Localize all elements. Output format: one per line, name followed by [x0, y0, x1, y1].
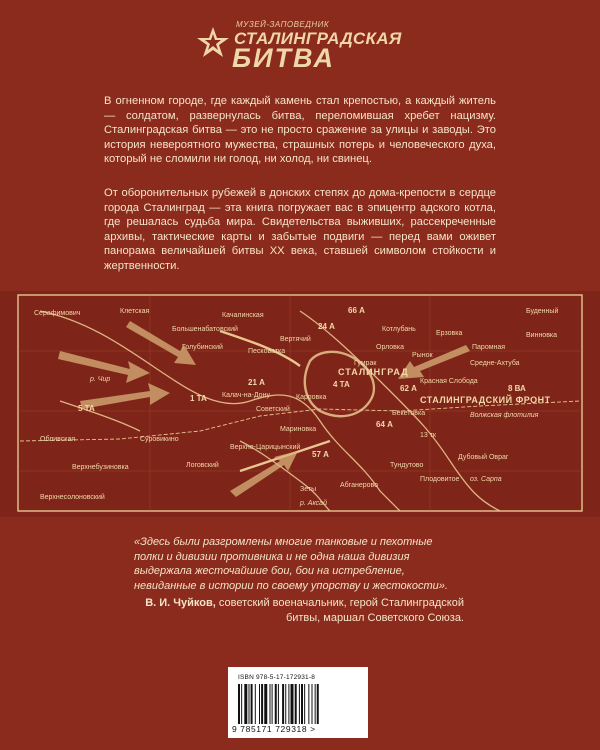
map-label: Гумрак	[354, 360, 377, 367]
map-label: Советский	[256, 406, 290, 413]
map-label: Буденный	[526, 308, 559, 315]
barcode-number: 9 785171 729318 >	[232, 724, 316, 734]
logo-title-main: БИТВА	[232, 43, 335, 73]
map-label: Карповка	[296, 394, 327, 401]
barcode-bars-icon	[238, 684, 360, 724]
battle-map	[0, 291, 600, 517]
map-label: Волжская флотилия	[470, 412, 539, 419]
description-paragraph-1: В огненном городе, где каждый камень стал крепостью, а каждый житель — солдатом, развернулась битва, переломившая хребет нацизму. Сталинградская битва — это не просто сражение за улицы и заводы. Это история невероятного мужества, страшных потерь и человеческого духа, который не сломили ни голод, ни холод, ни свинец.	[104, 95, 496, 166]
map-label: Мариновка	[280, 426, 317, 433]
map-label: Калач-на-Дону	[222, 392, 270, 399]
map-label: Клетская	[120, 308, 150, 315]
map-label: Логовский	[186, 462, 219, 469]
map-label: Ерзовка	[436, 330, 463, 337]
map-label: 5 ТА	[78, 404, 95, 413]
map-label-front: СТАЛИНГРАДСКИЙ ФРОНТ	[420, 395, 551, 405]
map-label: Вертячий	[280, 336, 311, 343]
map-label: 1 ТА	[190, 394, 207, 403]
description-paragraph-2: От оборонительных рубежей в донских степях до дома-крепости в сердце города Сталинград — эта книга погружает вас в эпицентр адского котла, где решалась судьба мира. Свидетельства выживших, рассекреченные архивы, тактические карты и забытые подвиги — перед вами оживет панорама величайшей битвы XX века, ставшей символом стойкости и жертвенности.	[104, 187, 496, 272]
quote-attribution	[134, 596, 464, 625]
map-label: Серафимович	[34, 310, 81, 317]
museum-logo	[196, 14, 402, 74]
map-label: Плодовитое	[420, 476, 460, 483]
quote-author: В. И. Чуйков,	[145, 597, 216, 609]
map-label: Обливская	[40, 436, 76, 443]
map-label: 24 А	[318, 322, 335, 331]
map-label: 4 ТА	[333, 380, 350, 389]
map-label: Качалинская	[222, 312, 264, 319]
map-label: Паромная	[472, 344, 506, 351]
map-label: 66 А	[348, 306, 365, 315]
map-label: 8 ВА	[508, 384, 526, 393]
map-label: 21 А	[248, 378, 265, 387]
map-label: Песковатка	[248, 348, 286, 355]
map-label: Голубинский	[182, 344, 223, 351]
map-label: Красная Слобода	[420, 378, 478, 385]
map-label: Абганерово	[340, 482, 379, 489]
map-label: Верхнебузиновка	[72, 464, 129, 471]
logo-title-top: СТАЛИНГРАДСКАЯ	[234, 29, 402, 48]
map-label: 13 тк	[420, 432, 436, 439]
map-label: Большенабатовский	[172, 326, 238, 333]
barcode	[228, 667, 368, 738]
map-label-city: СТАЛИНГРАД	[338, 367, 409, 377]
map-label: Дубовый Овраг	[458, 454, 509, 461]
map-label: Тундутово	[390, 462, 424, 469]
map-label: Котлубань	[382, 326, 416, 333]
map-label: Зеты	[300, 486, 317, 493]
isbn-label: ISBN 978-5-17-172931-8	[238, 674, 316, 681]
map-label: 64 А	[376, 420, 393, 429]
map-label: р. Аксай	[300, 500, 327, 507]
map-label: Бекетовка	[392, 410, 426, 417]
quote-author-description: советский военачальник, герой Сталинградской битвы, маршал Советского Союза.	[215, 597, 464, 624]
map-label: Средне-Ахтуба	[470, 360, 520, 367]
map-label: Винновка	[526, 332, 558, 339]
map-label: Орловка	[376, 344, 404, 351]
map-label: р. Чир	[90, 376, 111, 383]
map-label: 62 А	[400, 384, 417, 393]
map-label: Верхнесолоновский	[40, 494, 105, 501]
logo-subtitle: МУЗЕЙ-ЗАПОВЕДНИК	[236, 20, 330, 29]
star-icon	[196, 26, 230, 60]
map-label: Верхне-Царицынский	[230, 444, 301, 451]
battle-map-svg	[0, 291, 600, 517]
map-label: Суровикино	[140, 436, 179, 443]
map-label: 57 А	[312, 450, 329, 459]
map-label: оз. Сарпа	[470, 476, 502, 483]
quote-text: «Здесь были разгромлены многие танковые и пехотные полки и дивизии противника и не одна наша дивизия выдержала жесточайшие бои, бои на истребление, невиданные в истории по своему упорству и жестокости».	[134, 536, 448, 592]
map-label: Рынок	[412, 352, 433, 359]
